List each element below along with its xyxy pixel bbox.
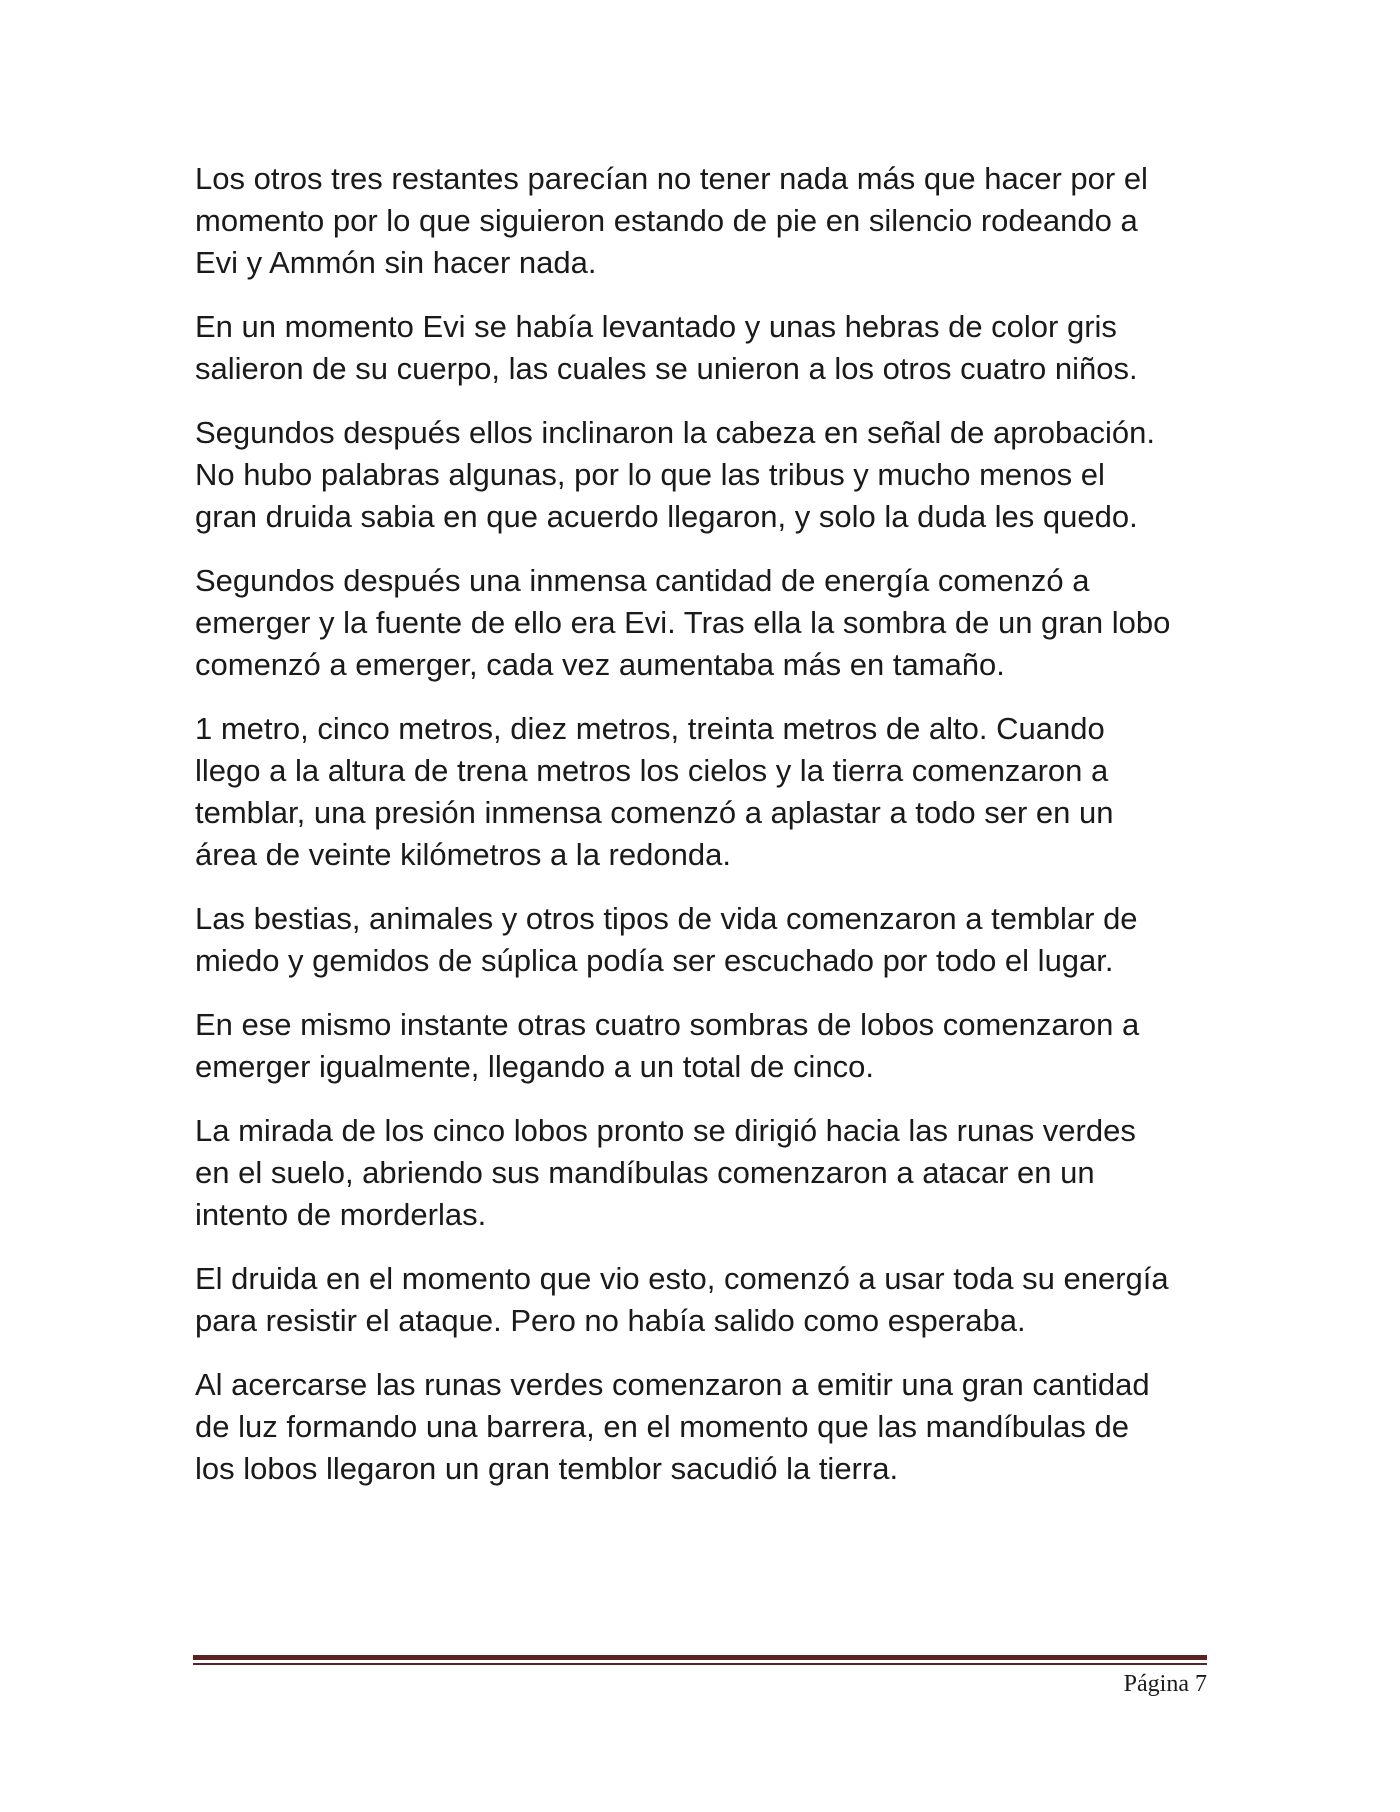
paragraph-10: Al acercarse las runas verdes comenzaron a emitir una gran cantidad de luz formando una barrera, en el momento que las mandíbulas de los lobos llegaron un gran temblor sacudió la tierra. [195, 1367, 1150, 1486]
page-number: Página 7 [1123, 1671, 1207, 1697]
paragraph-6: Las bestias, animales y otros tipos de vida comenzaron a temblar de miedo y gemidos de súplica podía ser escuchado por todo el lugar. [195, 901, 1138, 978]
body-text [195, 158, 1220, 1512]
paragraph-7: En ese mismo instante otras cuatro sombras de lobos comenzaron a emerger igualmente, llegando a un total de cinco. [195, 1007, 1140, 1084]
paragraph-3: Segundos después ellos inclinaron la cabeza en señal de aprobación. No hubo palabras algunas, por lo que las tribus y mucho menos el gran druida sabia en que acuerdo llegaron, y solo la duda les quedo. [195, 415, 1155, 534]
paragraph-4: Segundos después una inmensa cantidad de energía comenzó a emerger y la fuente de ello era Evi. Tras ella la sombra de un gran lobo comenzó a emerger, cada vez aumentaba más en tamaño. [195, 563, 1171, 682]
footer-rule [193, 1655, 1207, 1665]
paragraph-8: La mirada de los cinco lobos pronto se dirigió hacia las runas verdes en el suelo, abriendo sus mandíbulas comenzaron a atacar en un intento de morderlas. [195, 1113, 1136, 1232]
footer-rule-thick [193, 1655, 1207, 1660]
paragraph-9: El druida en el momento que vio esto, comenzó a usar toda su energía para resistir el ataque. Pero no había salido como esperaba. [195, 1261, 1169, 1338]
paragraph-2: En un momento Evi se había levantado y unas hebras de color gris salieron de su cuerpo, las cuales se unieron a los otros cuatro niños. [195, 309, 1138, 386]
paragraph-1: Los otros tres restantes parecían no tener nada más que hacer por el momento por lo que siguieron estando de pie en silencio rodeando a Evi y Ammón sin hacer nada. [195, 161, 1148, 280]
footer-rule-thin [193, 1663, 1207, 1665]
paragraph-5: 1 metro, cinco metros, diez metros, treinta metros de alto. Cuando llego a la altura de trena metros los cielos y la tierra comenzaron a temblar, una presión inmensa comenzó a aplastar a todo ser en un área de veinte kilómetros a la redonda. [195, 711, 1114, 872]
